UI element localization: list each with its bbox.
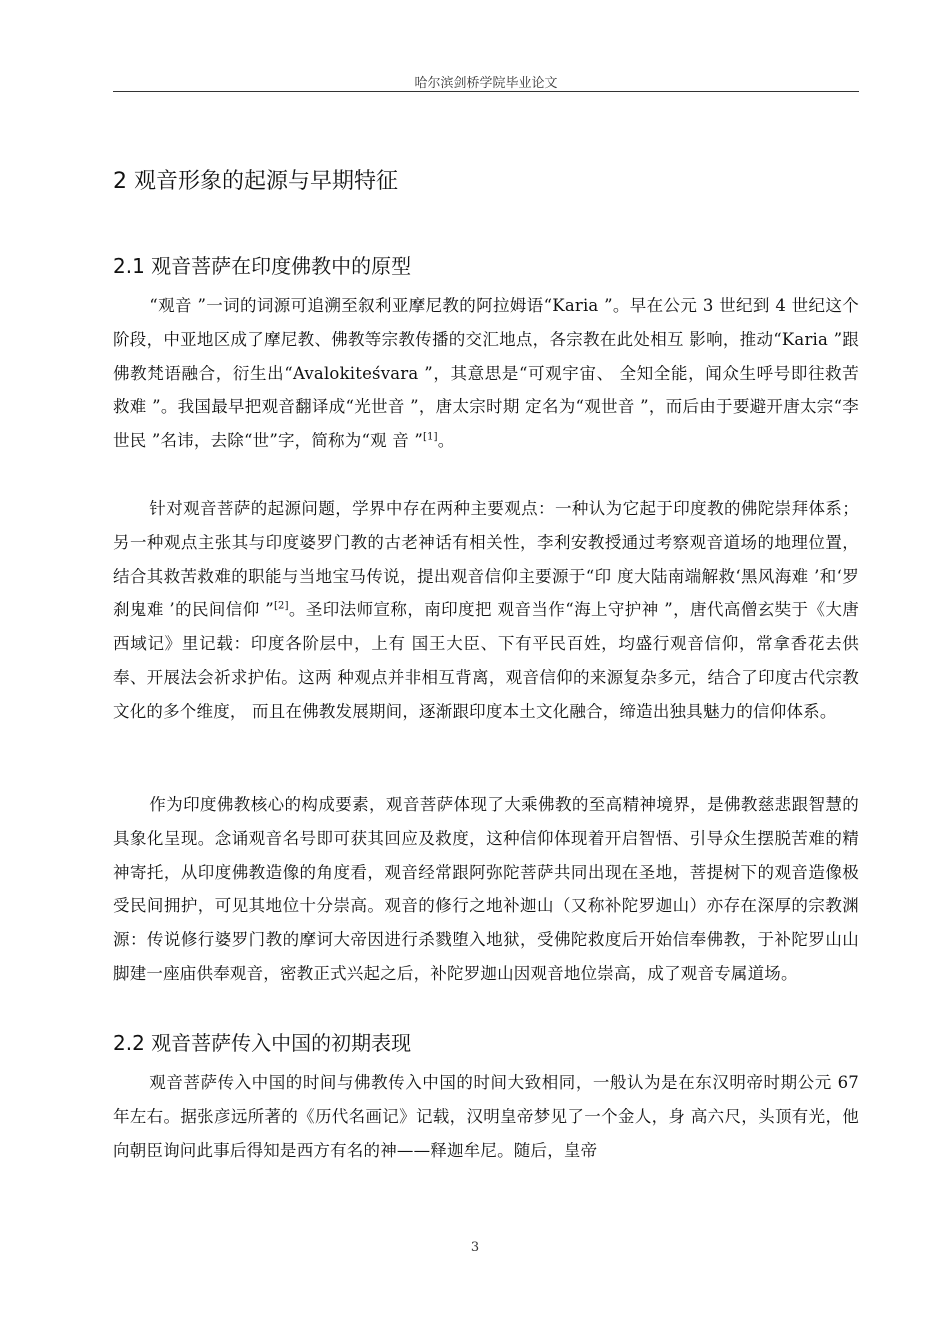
page-number: 3 xyxy=(470,1240,480,1255)
paragraph-text: 针对观音菩萨的起源问题，学界中存在两种主要观点：一种认为它起于印度教的佛陀崇拜体系；另一种观点主张其与印度婆罗门教的古老神话有相关性，李利安教授通过考察观音道场的地理位置，结合其救苦救难的职能与当地宝马传说，提出观音信仰主要源于“印 度大陆南端解救‘黑风海难 ’和‘罗刹鬼难 ’的民间信仰 ” xyxy=(113,499,859,620)
section-heading-2-1: 2.1 观音菩萨在印度佛教中的原型 xyxy=(113,254,412,278)
paragraph-text: “观音 ”一词的词源可追溯至叙利亚摩尼教的阿拉姆语“Karia ”。早在公元 3 世纪到 4 世纪这个阶段，中亚地区成了摩尼教、佛教等宗教传播的交汇地点，各宗教在此处相互 影响，推动“Karia ”跟佛教梵语融合，衍生出“Avalokiteśvara ”，其意思是“可观宇宙、 全知全能，闻众生呼号即往救苦救难 ”。我国最早把观音翻译成“光世音 ”，唐太宗时期 定名为“观世音 ”，而后由于要避开唐太宗“李世民 ”名讳，去除“世”字，简称为“观 音 ” xyxy=(113,296,859,451)
paragraph-tail: 。圣印法师宣称，南印度把 观音当作“海上守护神 ”，唐代高僧玄奘于《大唐西域记》里记载：印度各阶层中，上有 国王大臣、下有平民百姓，均盛行观音信仰，常拿香花去供奉、开展法会祈求护佑。这两 种观点并非相互背离，观音信仰的来源复杂多元，结合了印度古代宗教文化的多个维度， 而且在佛教发展期间，逐渐跟印度本土文化融合，缔造出独具魅力的信仰体系。 xyxy=(113,600,859,721)
page-header-title: 哈尔滨剑桥学院毕业论文 xyxy=(414,76,558,91)
citation: [2] xyxy=(273,600,289,612)
paragraph-2-2-1 xyxy=(113,1066,859,1167)
citation: [1] xyxy=(423,431,438,443)
paragraph-tail: 。 xyxy=(437,431,455,451)
header-rule xyxy=(113,91,859,92)
paragraph-2-1-1 xyxy=(113,289,859,458)
paragraph-text: 观音菩萨传入中国的时间与佛教传入中国的时间大致相同，一般认为是在东汉明帝时期公元 67 年左右。据张彦远所著的《历代名画记》记载，汉明皇帝梦见了一个金人，身 高六尺，头顶有光，他向朝臣询问此事后得知是西方有名的神——释迦牟尼。随后，皇帝 xyxy=(113,1073,859,1160)
section-heading-2-2: 2.2 观音菩萨传入中国的初期表现 xyxy=(113,1031,412,1055)
paragraph-2-1-3 xyxy=(113,788,859,991)
paragraph-2-1-2 xyxy=(113,492,859,729)
chapter-title: 2 观音形象的起源与早期特征 xyxy=(113,169,398,194)
paragraph-text: 作为印度佛教核心的构成要素，观音菩萨体现了大乘佛教的至高精神境界，是佛教慈悲跟智慧的具象化呈现。念诵观音名号即可获其回应及救度，这种信仰体现着开启智悟、引导众生摆脱苦难的精神寄托，从印度佛教造像的角度看，观音经常跟阿弥陀菩萨共同出现在圣地，菩提树下的观音造像极受民间拥护，可见其地位十分崇高。观音的修行之地补迦山（又称补陀罗迦山）亦存在深厚的宗教渊源：传说修行婆罗门教的摩诃大帝因进行杀戮堕入地狱，受佛陀救度后开始信奉佛教，于补陀罗山山脚建一座庙供奉观音，密教正式兴起之后，补陀罗迦山因观音地位崇高，成了观音专属道场。 xyxy=(113,795,859,983)
